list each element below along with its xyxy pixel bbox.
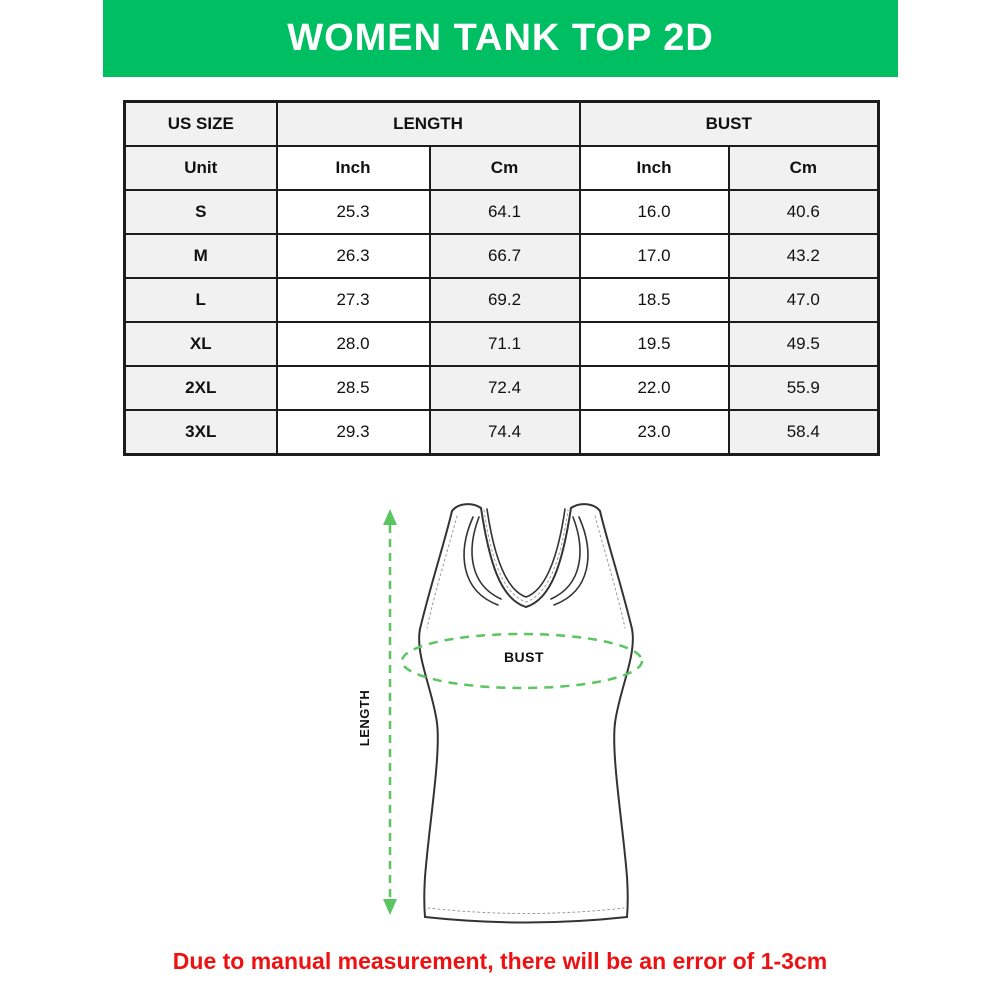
- left-strap: [452, 504, 481, 511]
- length-cm-cell: 66.7: [430, 234, 580, 278]
- bust-inch-cell: 17.0: [580, 234, 729, 278]
- length-arrowhead-bottom: [383, 899, 397, 915]
- length-cm-cell: 72.4: [430, 366, 580, 410]
- racerback-armholes: [464, 517, 588, 605]
- bust-cm-cell: 47.0: [729, 278, 879, 322]
- bust-cm-cell: 40.6: [729, 190, 879, 234]
- bust-cm-cell: 43.2: [729, 234, 879, 278]
- bust-cm-cell: 58.4: [729, 410, 879, 455]
- table-row: [125, 190, 879, 234]
- tank-left-side: [419, 511, 452, 917]
- col-header-length: LENGTH: [277, 102, 580, 147]
- length-inch-cell: 25.3: [277, 190, 430, 234]
- bust-inch-cell: 23.0: [580, 410, 729, 455]
- bust-inch-cell: 18.5: [580, 278, 729, 322]
- bust-annotation: [402, 634, 642, 688]
- table-row: [125, 366, 879, 410]
- length-inch-cell: 29.3: [277, 410, 430, 455]
- length-inch-cell: 26.3: [277, 234, 430, 278]
- bust-inch-cell: 22.0: [580, 366, 729, 410]
- table-row: [125, 234, 879, 278]
- title-banner: [103, 0, 898, 77]
- length-arrowhead-top: [383, 509, 397, 525]
- length-label: LENGTH: [357, 689, 372, 747]
- bust-label: BUST: [503, 649, 545, 665]
- unit-length-inch-cell: Inch: [277, 146, 430, 190]
- unit-label-cell: Unit: [125, 146, 277, 190]
- length-cm-cell: 69.2: [430, 278, 580, 322]
- page-title: WOMEN TANK TOP 2D: [287, 17, 714, 59]
- table-row: [125, 410, 879, 455]
- measurement-disclaimer: Due to manual measurement, there will be an error of 1-3cm: [172, 948, 828, 974]
- table-row: [125, 322, 879, 366]
- bust-cm-cell: 55.9: [729, 366, 879, 410]
- length-arrow: [357, 509, 397, 915]
- unit-bust-inch-cell: Inch: [580, 146, 729, 190]
- size-chart-table: [123, 100, 880, 456]
- bust-cm-cell: 49.5: [729, 322, 879, 366]
- hem-stitch: [428, 908, 624, 914]
- col-header-bust: BUST: [580, 102, 879, 147]
- stitch-lines: [427, 510, 625, 914]
- length-inch-cell: 27.3: [277, 278, 430, 322]
- length-cm-cell: 71.1: [430, 322, 580, 366]
- size-cell: L: [125, 278, 277, 322]
- size-cell: S: [125, 190, 277, 234]
- length-inch-cell: 28.0: [277, 322, 430, 366]
- bust-inch-cell: 16.0: [580, 190, 729, 234]
- size-cell: M: [125, 234, 277, 278]
- table-row: [125, 278, 879, 322]
- measurement-diagram: [340, 495, 680, 935]
- bust-inch-cell: 19.5: [580, 322, 729, 366]
- header-row: [125, 102, 879, 147]
- tank-top-illustration: [419, 504, 633, 922]
- length-cm-cell: 74.4: [430, 410, 580, 455]
- tank-right-side: [600, 511, 633, 917]
- tank-hem: [425, 917, 627, 923]
- size-cell: XL: [125, 322, 277, 366]
- unit-length-cm-cell: Cm: [430, 146, 580, 190]
- length-inch-cell: 28.5: [277, 366, 430, 410]
- neckline-binding: [487, 509, 565, 597]
- right-strap: [571, 504, 600, 511]
- size-cell: 3XL: [125, 410, 277, 455]
- unit-row: [125, 146, 879, 190]
- col-header-us-size: US SIZE: [125, 102, 277, 147]
- length-cm-cell: 64.1: [430, 190, 580, 234]
- unit-bust-cm-cell: Cm: [729, 146, 879, 190]
- size-cell: 2XL: [125, 366, 277, 410]
